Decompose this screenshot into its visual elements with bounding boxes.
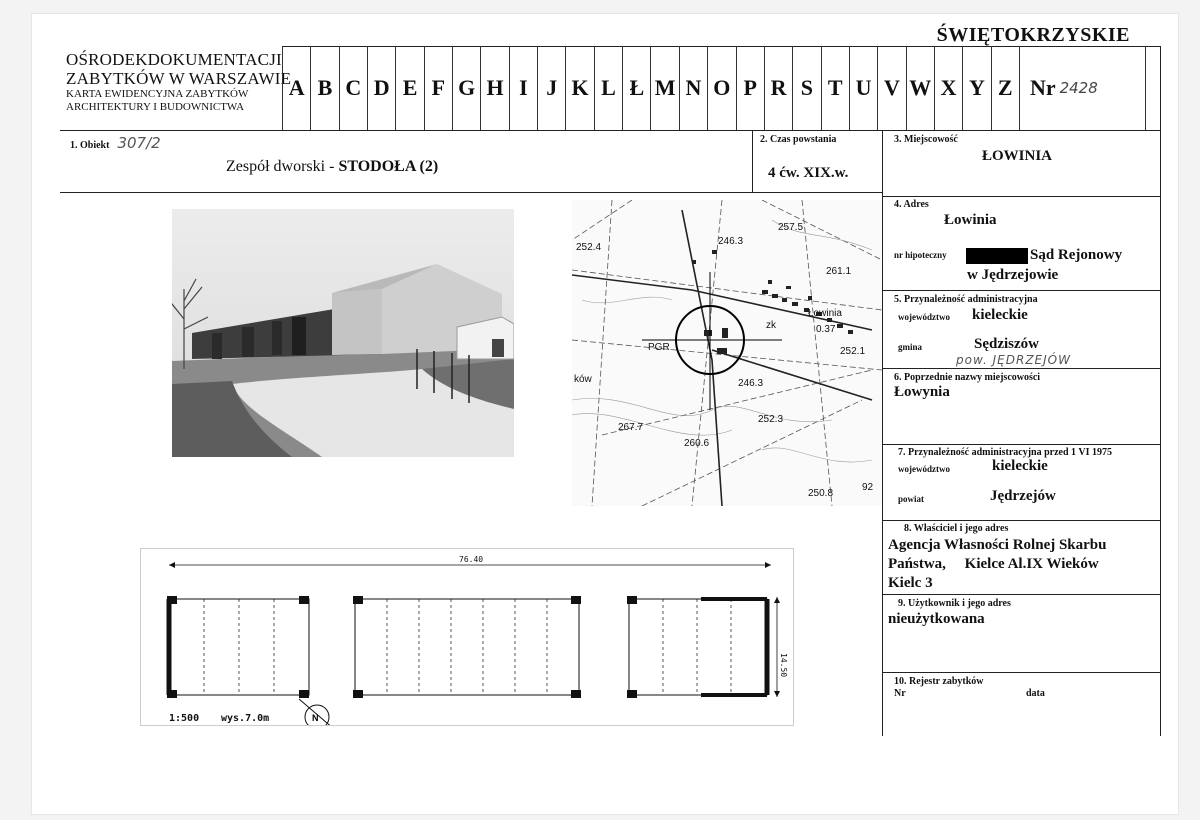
field-5-label: 5. Przynależność administracyjna — [894, 294, 1038, 305]
letter-u: U — [849, 46, 877, 130]
field-1-handwritten: 307/2 — [117, 134, 161, 152]
plan-scale: 1:500 — [169, 713, 200, 724]
institution-line-3: KARTA EWIDENCYJNA ZABYTKÓW — [66, 88, 249, 100]
field-1-label: 1. Obiekt — [70, 140, 110, 151]
letter-a: A — [282, 46, 310, 130]
field-8-label: 8. Właściciel i jego adres — [904, 523, 1009, 534]
letter-p: P — [736, 46, 764, 130]
letter-i: I — [509, 46, 537, 130]
field-9-label: 9. Użytkownik i jego adres — [898, 598, 1011, 609]
field-2-label: 2. Czas powstania — [760, 134, 837, 145]
voiv-label-7: województwo — [898, 464, 950, 474]
field-3-label: 3. Miejscowość — [894, 134, 958, 145]
redacted-block — [966, 248, 1028, 264]
map-kow-label: ków — [574, 374, 592, 385]
gmina-label: gmina — [898, 342, 923, 352]
map-height-257-5: 257.5 — [778, 222, 804, 233]
map-height-267-7: 267.7 — [618, 422, 644, 433]
owner-line-3: Kielc 3 — [888, 575, 933, 591]
nr-label: Nr — [1029, 75, 1056, 100]
letter-j: J — [537, 46, 565, 130]
letter-r: R — [764, 46, 792, 130]
letter-f: F — [424, 46, 452, 130]
object-prefix: Zespół dworski - — [226, 158, 339, 175]
location-map — [572, 200, 882, 506]
field-3-value: ŁOWINIA — [982, 148, 1053, 164]
letter-o: O — [707, 46, 735, 130]
floor-plan — [140, 548, 794, 726]
voiv-value-5: kieleckie — [972, 307, 1028, 323]
map-height-252-1: 252.1 — [840, 346, 866, 357]
owner-line-1: Agencja Własności Rolnej Skarbu — [888, 537, 1107, 553]
letter-l: L — [594, 46, 622, 130]
court-city: w Jędrzejowie — [967, 267, 1059, 283]
field-1-label-wrap — [70, 134, 161, 153]
letter-ł: Ł — [622, 46, 650, 130]
institution-line-1: OŚRODEKDOKUMENTACJI — [66, 50, 282, 69]
field-9-value: nieużytkowana — [888, 611, 985, 627]
institution-line-2: ZABYTKÓW W WARSZAWIE — [66, 69, 292, 88]
powiat-value: Jędrzejów — [990, 488, 1056, 504]
map-height-252-3: 252.3 — [758, 414, 784, 425]
field-6-value: Łowynia — [894, 384, 950, 400]
letter-m: M — [650, 46, 678, 130]
letter-g: G — [452, 46, 480, 130]
region-title: ŚWIĘTOKRZYSKIE — [936, 24, 1130, 46]
map-town-label: Łowinia — [808, 308, 842, 319]
letter-v: V — [877, 46, 905, 130]
plan-width-label: 14.50 — [779, 653, 788, 678]
nr-handwritten: 2428 — [1059, 79, 1098, 97]
field-10-label: 10. Rejestr zabytków — [894, 676, 984, 687]
letter-y: Y — [962, 46, 990, 130]
institution-line-4: ARCHITEKTURY I BUDOWNICTWA — [66, 101, 245, 113]
field-10-nr: Nr — [894, 688, 906, 699]
letter-z: Z — [991, 46, 1019, 130]
nr-cell — [1019, 46, 1146, 130]
record-card — [32, 14, 1178, 814]
powiat-label: powiat — [898, 494, 925, 504]
field-10-data: data — [1026, 688, 1045, 699]
field-1-value — [226, 158, 438, 176]
field-4-label: 4. Adres — [894, 199, 929, 210]
gmina-value: Sędziszów — [974, 336, 1039, 352]
institution-block — [66, 50, 291, 114]
letter-t: T — [821, 46, 849, 130]
map-pgr-label: PGR — [648, 342, 670, 353]
field-6-label: 6. Poprzednie nazwy miejscowości — [894, 372, 1041, 383]
building-photo — [172, 209, 514, 457]
map-height-261-1: 261.1 — [826, 266, 852, 277]
field-7-label: 7. Przynależność administracyjna przed 1 VI 1975 — [898, 447, 1112, 458]
map-zk-label: zk — [766, 320, 776, 331]
letter-index-row — [282, 46, 1146, 130]
map-height-0-37: 0.37 — [816, 324, 836, 335]
north-arrow — [299, 699, 341, 725]
field-2-value: 4 ćw. XIX.w. — [768, 165, 849, 181]
plan-height: wys.7.0m — [221, 713, 270, 724]
field-5-handwritten: pow. JĘDRZEJÓW — [956, 353, 1071, 367]
voiv-label-5: województwo — [898, 312, 950, 322]
object-name: STODOŁA (2) — [338, 158, 439, 175]
map-height-246-3: 246.3 — [738, 378, 764, 389]
letter-b: B — [310, 46, 338, 130]
owner-block — [888, 536, 1107, 593]
field-4-value: Łowinia — [944, 212, 997, 228]
owner-line-2: Państwa, Kielce Al.IX Wieków — [888, 556, 1099, 572]
letter-s: S — [792, 46, 820, 130]
map-height-92: 92 — [862, 482, 874, 493]
map-height-250-8: 250.8 — [808, 488, 834, 499]
letter-d: D — [367, 46, 395, 130]
letter-n: N — [679, 46, 707, 130]
map-height-246-3-top: 246.3 — [718, 236, 744, 247]
letter-c: C — [339, 46, 367, 130]
map-height-252-4: 252.4 — [576, 242, 602, 253]
letter-x: X — [934, 46, 962, 130]
letter-e: E — [395, 46, 423, 130]
letter-k: K — [565, 46, 593, 130]
plan-length-label: 76.40 — [459, 555, 484, 564]
letter-w: W — [906, 46, 934, 130]
svg-text:N: N — [312, 713, 319, 723]
voiv-value-7: kieleckie — [992, 458, 1048, 474]
hipoteczny-label: nr hipoteczny — [894, 250, 947, 260]
letter-h: H — [480, 46, 508, 130]
map-height-260-6: 260.6 — [684, 438, 710, 449]
court-name: Sąd Rejonowy — [1030, 247, 1123, 263]
